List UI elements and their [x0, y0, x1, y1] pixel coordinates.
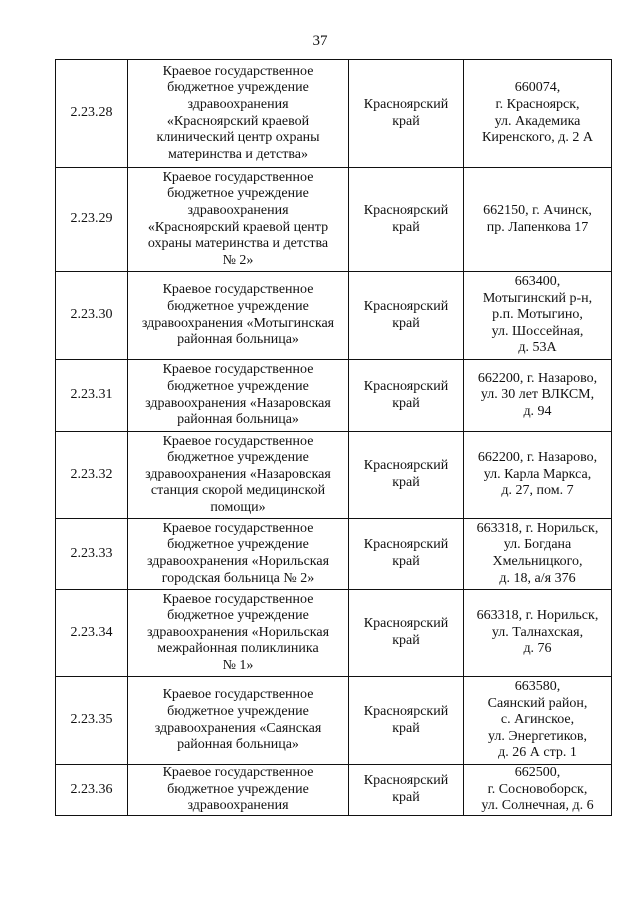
- address-line: Саянский район,: [487, 695, 588, 711]
- region-line: Красноярский: [363, 773, 449, 789]
- region-line: Красноярский: [363, 96, 449, 112]
- organization-name-line: № 2»: [222, 252, 254, 268]
- region-cell: [349, 519, 464, 590]
- organization-name-line: здравоохранения «Саянская: [154, 720, 322, 736]
- address-line: Киренского, д. 2 А: [482, 130, 593, 146]
- table-row: [56, 432, 612, 519]
- organization-name-cell: [128, 765, 349, 816]
- region-line: Красноярский: [363, 202, 449, 218]
- organization-name-line: районная больница»: [177, 332, 299, 348]
- organization-name-line: Краевое государственное: [162, 63, 314, 79]
- organization-name-line: бюджетное учреждение: [167, 781, 309, 797]
- organization-name-line: станция скорой медицинской: [150, 483, 326, 499]
- address-line: г. Сосновоборск,: [487, 781, 588, 797]
- address-line: д. 18, а/я 376: [499, 570, 576, 586]
- region-cell: [349, 432, 464, 519]
- organization-name-line: помощи»: [210, 499, 266, 515]
- table-row: [56, 765, 612, 816]
- organization-name-line: здравоохранения: [187, 202, 289, 218]
- address-line: д. 26 А стр. 1: [498, 745, 577, 761]
- organization-name-line: здравоохранения: [187, 798, 289, 814]
- region-line: край: [392, 789, 420, 805]
- row-number-cell: 2.23.28: [56, 60, 128, 168]
- address-cell: [464, 432, 612, 519]
- table-row: [56, 360, 612, 432]
- region-cell: [349, 590, 464, 677]
- organization-name-line: городская больница № 2»: [161, 570, 315, 586]
- table-row: [56, 519, 612, 590]
- address-line: пр. Лапенкова 17: [486, 219, 589, 235]
- organization-name-cell: [128, 519, 349, 590]
- address-line: 662500,: [514, 765, 561, 780]
- organization-name-line: бюджетное учреждение: [167, 608, 309, 624]
- organization-name-line: Краевое государственное: [162, 591, 314, 607]
- organization-name-line: здравоохранения «Норильская: [146, 554, 330, 569]
- address-cell: [464, 677, 612, 765]
- organization-name-line: здравоохранения «Мотыгинская: [141, 315, 335, 331]
- organization-name-line: здравоохранения «Норильская: [146, 624, 330, 640]
- table-row: [56, 168, 612, 272]
- address-line: ул. Карла Маркса,: [483, 466, 592, 482]
- organization-name-line: охраны материнства и детства: [147, 236, 329, 252]
- row-number-cell: 2.23.30: [56, 272, 128, 360]
- region-line: край: [392, 633, 420, 648]
- address-line: 662200, г. Назарово,: [477, 370, 598, 386]
- row-number-cell: 2.23.36: [56, 765, 128, 816]
- address-line: Хмельницкого,: [492, 554, 583, 569]
- organization-name-line: бюджетное учреждение: [167, 703, 309, 719]
- address-line: 663318, г. Норильск,: [476, 608, 599, 624]
- region-cell: [349, 272, 464, 360]
- region-line: край: [392, 395, 420, 411]
- organization-name-cell: [128, 432, 349, 519]
- organization-name-cell: [128, 272, 349, 360]
- organization-name-line: бюджетное учреждение: [167, 537, 309, 553]
- organization-name-line: Краевое государственное: [162, 169, 314, 185]
- row-number-cell: 2.23.31: [56, 360, 128, 432]
- region-line: край: [392, 554, 420, 569]
- organization-name-line: бюджетное учреждение: [167, 186, 309, 202]
- organization-name-line: Краевое государственное: [162, 687, 314, 703]
- region-line: край: [392, 113, 420, 129]
- region-cell: [349, 765, 464, 816]
- region-line: Красноярский: [363, 298, 449, 314]
- organization-name-cell: [128, 60, 349, 168]
- address-line: ул. Энергетиков,: [488, 728, 587, 744]
- organization-name-cell: [128, 677, 349, 765]
- region-cell: [349, 677, 464, 765]
- organization-name-line: районная больница»: [177, 737, 299, 753]
- address-line: ул. Солнечная, д. 6: [481, 798, 594, 814]
- organization-name-line: межрайонная поликлиника: [157, 641, 319, 657]
- region-line: край: [392, 315, 420, 331]
- organization-name-line: бюджетное учреждение: [167, 450, 309, 466]
- organization-name-line: бюджетное учреждение: [167, 80, 309, 96]
- table-row: [56, 60, 612, 168]
- region-cell: [349, 168, 464, 272]
- region-cell: [349, 360, 464, 432]
- organization-name-line: Краевое государственное: [162, 362, 314, 378]
- region-line: край: [392, 219, 420, 235]
- address-line: 662200, г. Назарово,: [477, 450, 598, 466]
- organization-name-line: здравоохранения «Назаровская: [145, 395, 331, 411]
- row-number-cell: 2.23.32: [56, 432, 128, 519]
- region-line: край: [392, 475, 420, 490]
- address-line: 663318, г. Норильск,: [476, 520, 599, 536]
- institutions-table: [55, 59, 612, 816]
- organization-name-line: бюджетное учреждение: [167, 298, 309, 314]
- region-line: край: [392, 720, 420, 736]
- organization-name-cell: [128, 590, 349, 677]
- region-cell: [349, 60, 464, 168]
- address-line: ул. Талнахская,: [491, 624, 584, 640]
- address-line: д. 27, пом. 7: [501, 483, 574, 499]
- table-row: [56, 272, 612, 360]
- address-line: г. Красноярск,: [495, 96, 580, 112]
- row-number-cell: 2.23.29: [56, 168, 128, 272]
- address-cell: [464, 765, 612, 816]
- region-line: Красноярский: [363, 378, 449, 394]
- page-number: 37: [312, 33, 328, 49]
- address-cell: [464, 168, 612, 272]
- organization-name-line: «Красноярский краевой: [166, 113, 310, 129]
- address-line: 660074,: [514, 80, 561, 96]
- organization-name-line: здравоохранения: [187, 96, 289, 112]
- organization-name-line: Краевое государственное: [162, 433, 314, 449]
- organization-name-line: Краевое государственное: [162, 282, 314, 298]
- address-line: д. 94: [523, 403, 552, 419]
- address-cell: [464, 519, 612, 590]
- address-cell: [464, 60, 612, 168]
- organization-name-line: Краевое государственное: [162, 765, 314, 780]
- row-number-cell: 2.23.35: [56, 677, 128, 765]
- region-line: Красноярский: [363, 616, 449, 632]
- address-line: 663580,: [514, 679, 561, 695]
- address-line: с. Агинское,: [500, 712, 575, 728]
- organization-name-line: бюджетное учреждение: [167, 378, 309, 394]
- address-cell: [464, 590, 612, 677]
- address-line: д. 53А: [518, 340, 557, 356]
- address-line: р.п. Мотыгино,: [492, 307, 583, 323]
- address-cell: [464, 272, 612, 360]
- address-line: ул. Шоссейная,: [491, 323, 584, 339]
- organization-name-line: № 1»: [222, 657, 254, 673]
- address-line: Мотыгинский р-н,: [482, 290, 593, 306]
- region-line: Красноярский: [363, 703, 449, 719]
- organization-name-cell: [128, 360, 349, 432]
- organization-name-line: здравоохранения «Назаровская: [145, 466, 331, 482]
- row-number-cell: 2.23.34: [56, 590, 128, 677]
- address-line: 663400,: [514, 274, 561, 290]
- organization-name-line: клинический центр охраны: [156, 130, 320, 146]
- row-number-cell: 2.23.33: [56, 519, 128, 590]
- organization-name-line: районная больница»: [177, 412, 299, 428]
- address-line: ул. Академика: [494, 113, 581, 129]
- address-line: ул. 30 лет ВЛКСМ,: [480, 387, 595, 403]
- organization-name-line: «Красноярский краевой центр: [147, 219, 329, 235]
- region-line: Красноярский: [363, 537, 449, 553]
- address-line: ул. Богдана: [503, 537, 572, 553]
- region-line: Красноярский: [363, 458, 449, 474]
- table-row: [56, 590, 612, 677]
- organization-name-line: Краевое государственное: [162, 520, 314, 536]
- organization-name-line: материнства и детства»: [168, 146, 308, 162]
- organization-name-cell: [128, 168, 349, 272]
- address-line: 662150, г. Ачинск,: [483, 202, 592, 218]
- address-line: д. 76: [523, 641, 552, 657]
- table-row: [56, 677, 612, 765]
- address-cell: [464, 360, 612, 432]
- institutions-table-body: [56, 60, 612, 816]
